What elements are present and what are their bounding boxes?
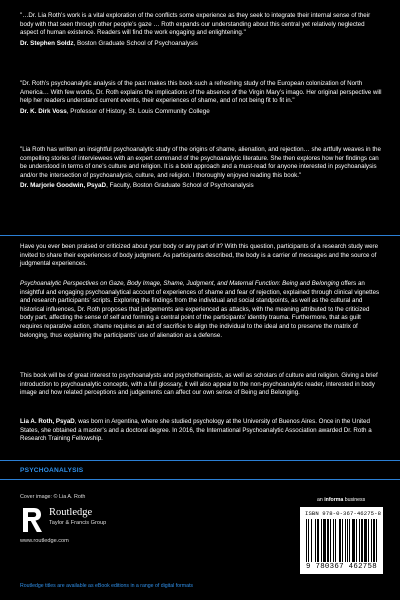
divider-rule (0, 479, 400, 480)
barcode-bar (349, 519, 350, 562)
endorsement-quote: "…Dr. Lia Roth’s work is a vital exploration of the conflicts some experience as they seek to integrate their internal sense of their body with that seen through other people’s gaze … Roth expands our understanding about this central yet relatively neglected aspect of human existence. Readers will find the work engaging and enlightening." (20, 12, 371, 37)
publisher-group: Taylor & Francis Group (49, 520, 107, 526)
informa-brand: informa (324, 497, 344, 503)
endorsement-1 (20, 12, 382, 48)
endorsement-quote: "Lia Roth has written an insightful psychoanalytic study of the origins of shame, alienation, and rejection… she artfully weaves in the compelling stories of interviewees with an expert command of the psychoanalytic literature. She then explores how her findings can be understood in terms of one’s culture and religion. It is a bold approach and a must-read for anyone interested in psychoanalysis and/or the intersection of psychoanalysis, culture, and religion. I thoroughly enjoyed reading this book." (20, 146, 381, 179)
audience-paragraph: This book will be of great interest to psychoanalysts and psychotherapists, as well as scholars of culture and religion. Giving a brief introduction to psychoanalytic concepts, with a full glossary, it will also appeal to the non-psychoanalytic reader, interested in body image and how related perceptions and judgements can affect our own sense of Being and Belonging. (20, 372, 378, 397)
barcode-bar (315, 519, 316, 562)
book-title: Psychoanalytic Perspectives on Gaze, Body Image, Shame, Judgment, and Maternal Function: Being and Belonging (20, 280, 340, 287)
endorser-name: Dr. Marjorie Goodwin, PsyaD (20, 182, 107, 190)
barcode-bar (339, 519, 341, 562)
endorser-affiliation: , Boston Graduate School of Psychoanalysis (73, 39, 198, 47)
barcode-bar (308, 519, 309, 562)
intro-paragraph: Have you ever been praised or criticized about your body or any part of it? With this question, participants of a research study were invited to share their experiences of body judgment. As participants described, the body is a carrier of messages and the source of judgmental experiences. (20, 243, 379, 268)
endorsement-quote: "Dr. Roth’s psychoanalytic analysis of the past makes this book such a refreshing study of the European colonization of North America… With few words, Dr. Roth explains the implications of the absence of the Virgin Mary’s imago. Her original perspective will help her readers understand current events, their experiences of shame, and of not being fit to fit in." (20, 80, 382, 105)
routledge-logo-icon (20, 506, 44, 534)
cover-credit: Cover image: © Lia A. Roth (20, 494, 86, 500)
barcode-bar (361, 519, 363, 562)
barcode-bar (330, 519, 331, 562)
barcode-bar (327, 519, 329, 562)
ebook-note: Routledge titles are available as eBook editions in a range of digital formats (20, 583, 194, 589)
barcode-bar (364, 519, 367, 562)
endorsement-2 (20, 80, 382, 116)
endorser-affiliation: , Faculty, Boston Graduate School of Psychoanalysis (106, 182, 254, 190)
informa-prefix: an (317, 497, 325, 503)
isbn-label: ISBN 978-0-367-46275-8 (305, 510, 382, 517)
author-name: Lia A. Roth, PsyaD (20, 418, 75, 425)
barcode-bar (368, 519, 369, 562)
endorser-name: Dr. K. Dirk Voss (20, 107, 67, 115)
informa-tagline (317, 497, 365, 503)
endorsement-byline (20, 182, 382, 191)
barcode-bar (335, 519, 336, 562)
barcode-bar (306, 519, 307, 562)
barcode-number: 9 780367 462758 (305, 563, 378, 571)
divider-rule (0, 460, 400, 461)
barcode-bar (359, 519, 360, 562)
publisher-logo (20, 506, 170, 536)
barcode-bar (311, 519, 312, 562)
endorser-name: Dr. Stephen Soldz (20, 39, 74, 47)
category-label: PSYCHOANALYSIS (20, 467, 84, 474)
divider-rule (0, 235, 400, 236)
endorser-affiliation: , Professor of History, St. Louis Community College (66, 107, 210, 115)
endorsement-3 (20, 146, 382, 191)
endorsement-byline (20, 40, 382, 49)
barcode-bar (347, 519, 348, 562)
barcode-bar (317, 519, 319, 562)
barcode-bar (373, 519, 375, 562)
barcode-bar (345, 519, 346, 562)
barcode-bar (356, 519, 357, 562)
publisher-url: www.routledge.com (20, 538, 69, 544)
description-text: offers an insightful and engaging psychoanalytical account of experiences of shame and fear of rejection, explained through clinical vignettes and research participants’ scripts. Exploring the findings from the individual and social standpoints, as well as the cultural and historical influences, Dr. Roth proposes that judgements are experienced as attacks, with the meaning attributed to the criticized body part, affecting the sense of self and forming a central point of the participants’ identity trauma. Furthermore, that as guilt requires reparative action, shame requires an act of sacrifice to align the individual to the ideal and to preserve the matrix of belonging, thus explaining the participants’ use of alienation as a defense. (20, 280, 380, 339)
author-bio (20, 418, 382, 444)
barcode-bar (371, 519, 372, 562)
isbn-barcode (300, 507, 383, 574)
barcode-bar (323, 519, 326, 562)
description-paragraph (20, 280, 382, 340)
endorsement-byline (20, 108, 382, 117)
barcode-bar (376, 519, 377, 562)
informa-suffix: business (343, 497, 366, 503)
barcode-icon (306, 519, 377, 562)
author-bio-text: , was born in Argentina, where she studied psychology at the University of Buenos Aires. Once in the United States, she obtained a master’s and a doctoral degree. In 2016, the International Psychoanalytic Association awarded Dr. Roth a Research Training Fellowship. (20, 418, 372, 443)
barcode-bar (333, 519, 334, 562)
publisher-name: Routledge (49, 507, 93, 518)
barcode-bar (342, 519, 343, 562)
barcode-bar (352, 519, 355, 562)
barcode-bar (321, 519, 322, 562)
